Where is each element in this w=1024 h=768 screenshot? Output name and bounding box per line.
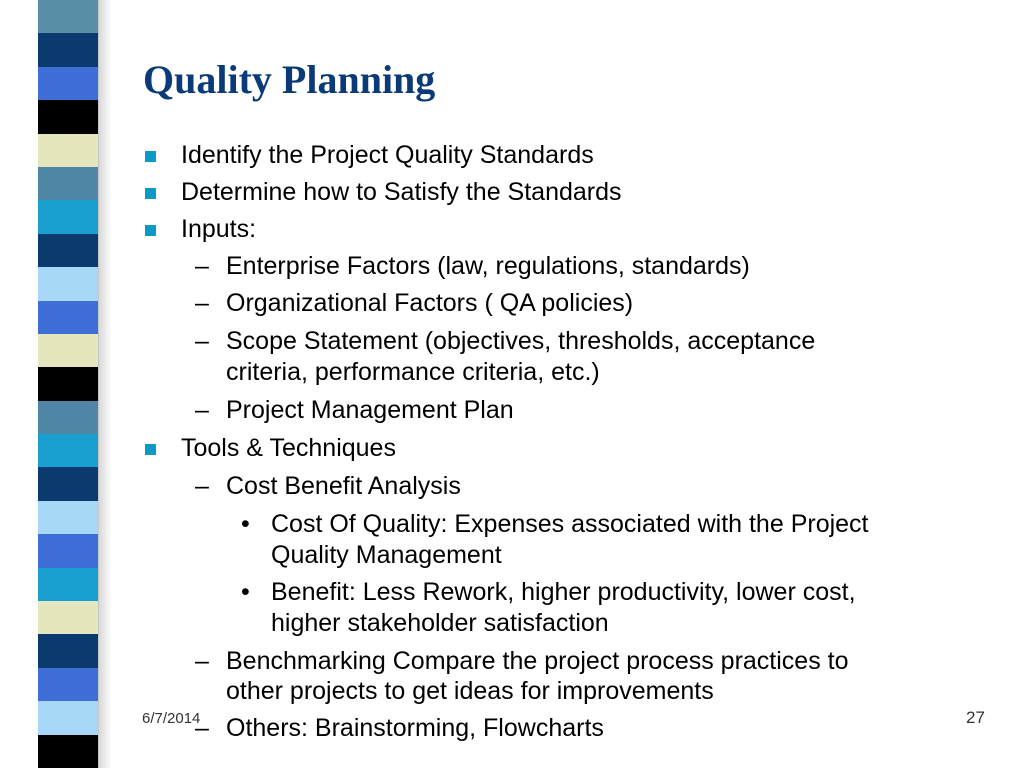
slide-title: Quality Planning <box>143 57 436 102</box>
square-bullet-icon <box>145 151 156 162</box>
bullet-text-line: Scope Statement (objectives, thresholds, acceptance <box>226 327 816 355</box>
stripe-segment <box>38 167 98 200</box>
bullet-text-line: Quality Management <box>271 541 502 569</box>
stripe-segment <box>38 735 98 768</box>
dot-bullet-icon: • <box>241 510 250 538</box>
stripe-segment <box>38 67 98 100</box>
sub-bullet-item <box>195 251 966 282</box>
bullet-text-line: Benefit: Less Rework, higher productivity, lower cost, <box>271 578 856 606</box>
bullet-item <box>181 140 981 171</box>
stripe-segment <box>38 568 98 601</box>
stripe-segment <box>38 267 98 300</box>
dot-bullet-icon: • <box>241 578 250 606</box>
bullet-text: Others: Brainstorming, Flowcharts <box>226 714 604 742</box>
dash-bullet-icon: – <box>195 714 209 742</box>
sub-sub-bullet-continuation <box>271 608 971 639</box>
sub-bullet-continuation <box>226 676 966 707</box>
sub-sub-bullet-continuation <box>271 540 971 571</box>
square-bullet-icon <box>145 225 156 236</box>
dash-bullet-icon: – <box>195 647 209 675</box>
stripe-segment <box>38 701 98 734</box>
bullet-item <box>181 214 981 245</box>
sub-bullet-item <box>195 288 966 319</box>
stripe-segment <box>38 100 98 133</box>
bullet-text-line: higher stakeholder satisfaction <box>271 609 609 637</box>
dash-bullet-icon: – <box>195 252 209 280</box>
stripe-shadow <box>98 0 112 768</box>
sub-sub-bullet-item <box>241 577 971 608</box>
sub-bullet-item <box>195 471 966 502</box>
stripe-segment <box>38 501 98 534</box>
stripe-segment <box>38 401 98 434</box>
sub-bullet-item <box>195 326 966 357</box>
bullet-item <box>181 177 981 208</box>
left-decorative-band <box>0 0 120 768</box>
bullet-text-line: criteria, performance criteria, etc.) <box>226 358 600 386</box>
stripe-segment <box>38 434 98 467</box>
bullet-item <box>181 433 981 464</box>
sub-bullet-item <box>195 713 966 744</box>
bullet-text: Tools & Techniques <box>181 434 396 462</box>
square-bullet-icon <box>145 188 156 199</box>
dash-bullet-icon: – <box>195 289 209 317</box>
footer-date: 6/7/2014 <box>142 710 201 727</box>
sub-bullet-continuation <box>226 357 966 388</box>
bullet-text: Identify the Project Quality Standards <box>181 141 594 169</box>
bullet-text: Organizational Factors ( QA policies) <box>226 289 634 317</box>
bullet-text: Inputs: <box>181 215 257 243</box>
stripe-segment <box>38 334 98 367</box>
sub-bullet-item <box>195 395 966 426</box>
stripe-segment <box>38 301 98 334</box>
stripe-segment <box>38 134 98 167</box>
stripe-segment <box>38 367 98 400</box>
stripe-segment <box>38 0 98 33</box>
stripe-segment <box>38 668 98 701</box>
bullet-text: Enterprise Factors (law, regulations, standards) <box>226 252 750 280</box>
stripe-segment <box>38 534 98 567</box>
bullet-text-line: Benchmarking Compare the project process practices to <box>226 647 849 675</box>
stripe-column <box>38 0 98 768</box>
dash-bullet-icon: – <box>195 472 209 500</box>
bullet-text-line: Cost Of Quality: Expenses associated with the Project <box>271 510 869 538</box>
stripe-segment <box>38 467 98 500</box>
bullet-text: Determine how to Satisfy the Standards <box>181 178 622 206</box>
bullet-text: Cost Benefit Analysis <box>226 472 461 500</box>
page-number: 27 <box>966 708 985 727</box>
dash-bullet-icon: – <box>195 396 209 424</box>
stripe-segment <box>38 601 98 634</box>
square-bullet-icon <box>145 444 156 455</box>
dash-bullet-icon: – <box>195 327 209 355</box>
stripe-segment <box>38 234 98 267</box>
bullet-text: Project Management Plan <box>226 396 514 424</box>
sub-sub-bullet-item <box>241 509 971 540</box>
stripe-segment <box>38 634 98 667</box>
bullet-text-line: other projects to get ideas for improvements <box>226 677 714 705</box>
stripe-segment <box>38 33 98 66</box>
stripe-segment <box>38 200 98 233</box>
sub-bullet-item <box>195 646 966 677</box>
